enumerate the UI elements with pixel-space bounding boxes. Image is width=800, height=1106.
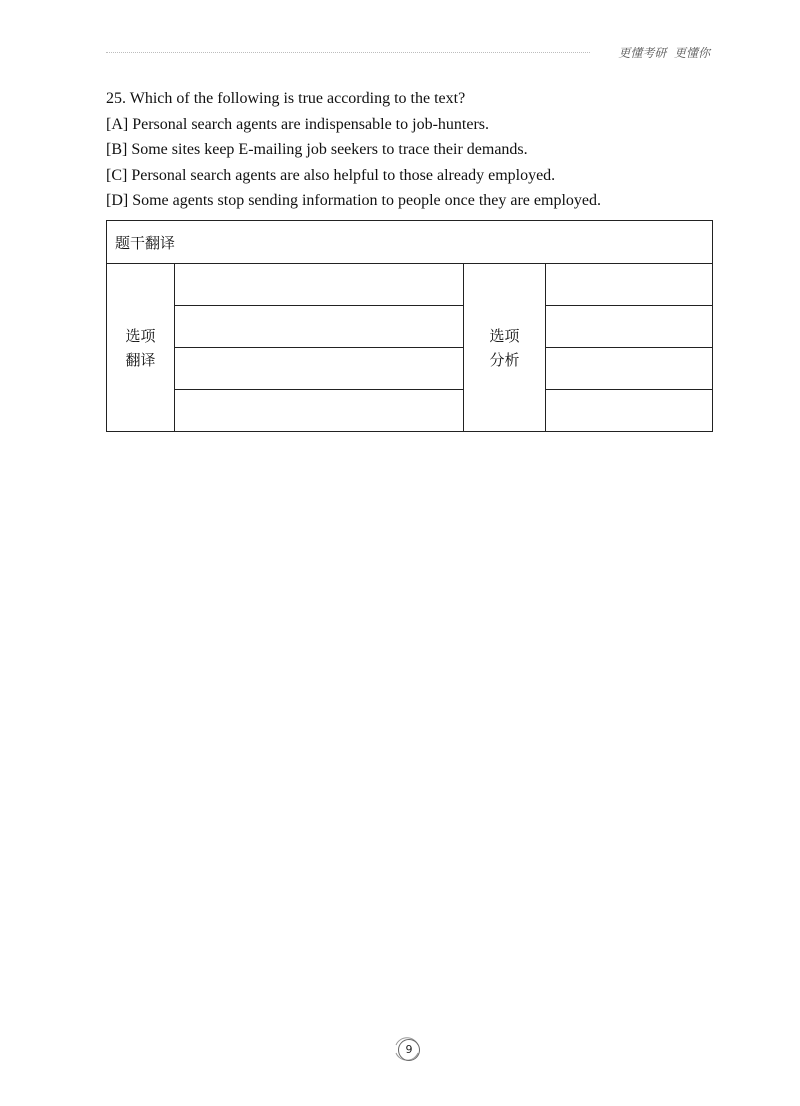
option-analysis-cell-b[interactable] <box>546 306 713 348</box>
option-analysis-label <box>464 264 546 432</box>
stem-translation-row <box>107 221 713 264</box>
question-stem: 25. Which of the following is true according to the text? <box>106 90 466 107</box>
grid-row <box>107 390 713 432</box>
stem-translation-label: 题干翻译 <box>107 221 713 264</box>
header-divider <box>106 52 590 53</box>
option-translation-cell-b[interactable] <box>175 306 464 348</box>
question-block <box>106 86 726 214</box>
option-analysis-cell-d[interactable] <box>546 390 713 432</box>
option-c: [C] Personal search agents are also helpful to those already employed. <box>106 166 556 184</box>
option-d: [D] Some agents stop sending information to people once they are employed. <box>106 192 601 209</box>
grid-row <box>107 348 713 390</box>
option-translation-cell-a[interactable] <box>175 264 464 306</box>
header-slogan: 更懂考研 更懂你 <box>618 46 710 60</box>
option-translation-label <box>107 264 175 432</box>
option-b: [B] Some sites keep E-mailing job seekers to trace their demands. <box>106 141 528 158</box>
option-analysis-label-line1: 选项 <box>489 326 520 345</box>
page-number-badge <box>388 1036 428 1064</box>
option-analysis-cell-a[interactable] <box>546 264 713 306</box>
option-analysis-cell-c[interactable] <box>546 348 713 390</box>
answer-grid <box>106 220 713 432</box>
grid-row <box>107 264 713 306</box>
grid-row <box>107 306 713 348</box>
option-translation-cell-d[interactable] <box>175 390 464 432</box>
option-translation-label-line2: 翻译 <box>125 350 156 369</box>
option-a: [A] Personal search agents are indispensable to job-hunters. <box>106 115 489 133</box>
option-translation-cell-c[interactable] <box>175 348 464 390</box>
option-translation-label-line1: 选项 <box>125 326 156 345</box>
option-analysis-label-line2: 分析 <box>489 350 520 369</box>
page-number: 9 <box>398 1039 420 1061</box>
